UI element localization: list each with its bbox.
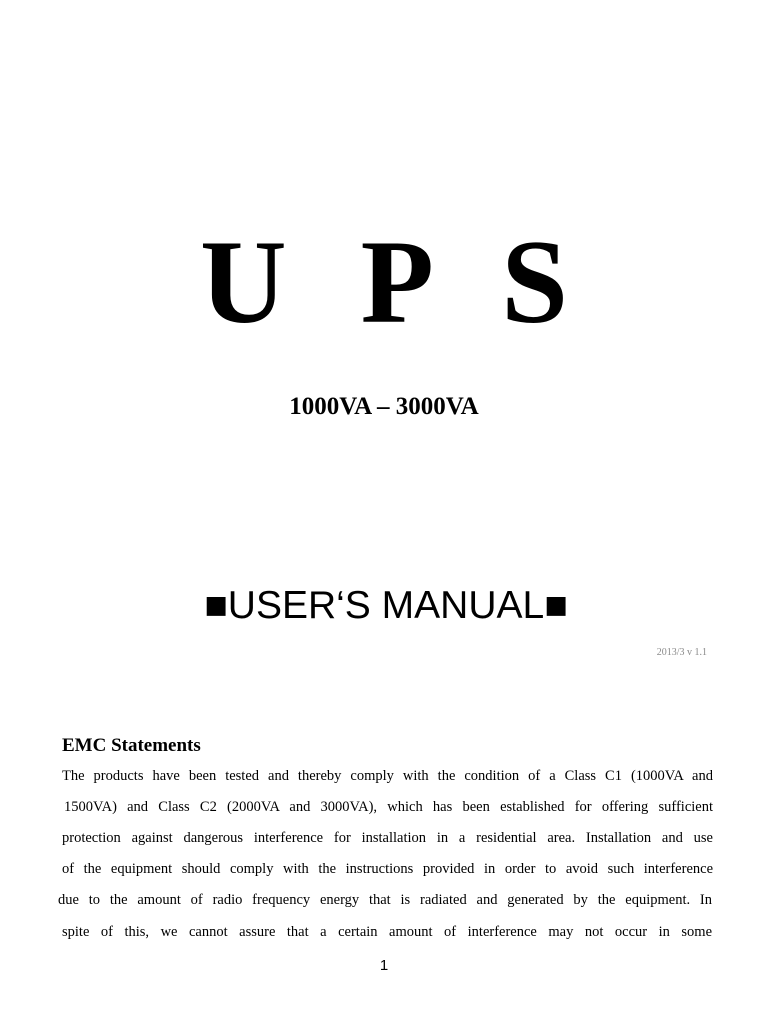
page-number: 1: [379, 957, 389, 974]
emc-body-line: The products have been tested and thereby comply with the condition of a Class C1 (1000VA and: [62, 768, 713, 784]
emc-body-line: spite of this, we cannot assure that a certain amount of interference may not occur in some: [62, 924, 712, 940]
emc-body-line: of the equipment should comply with the instructions provided in order to avoid such interference: [62, 861, 713, 877]
version-note: 2013/3 v 1.1: [656, 647, 707, 658]
emc-statements-heading: EMC Statements: [62, 735, 201, 756]
emc-body-line: 1500VA) and Class C2 (2000VA and 3000VA), which has been established for offering sufficient: [64, 799, 713, 815]
power-range-subtitle: 1000VA – 3000VA: [289, 393, 479, 420]
page-title: U P S: [199, 215, 591, 348]
emc-body-line: due to the amount of radio frequency energy that is radiated and generated by the equipment. In: [58, 892, 712, 908]
users-manual-heading: ■USER‘S MANUAL■: [204, 584, 568, 627]
emc-body-line: protection against dangerous interference for installation in a residential area. Installation and use: [62, 830, 713, 846]
